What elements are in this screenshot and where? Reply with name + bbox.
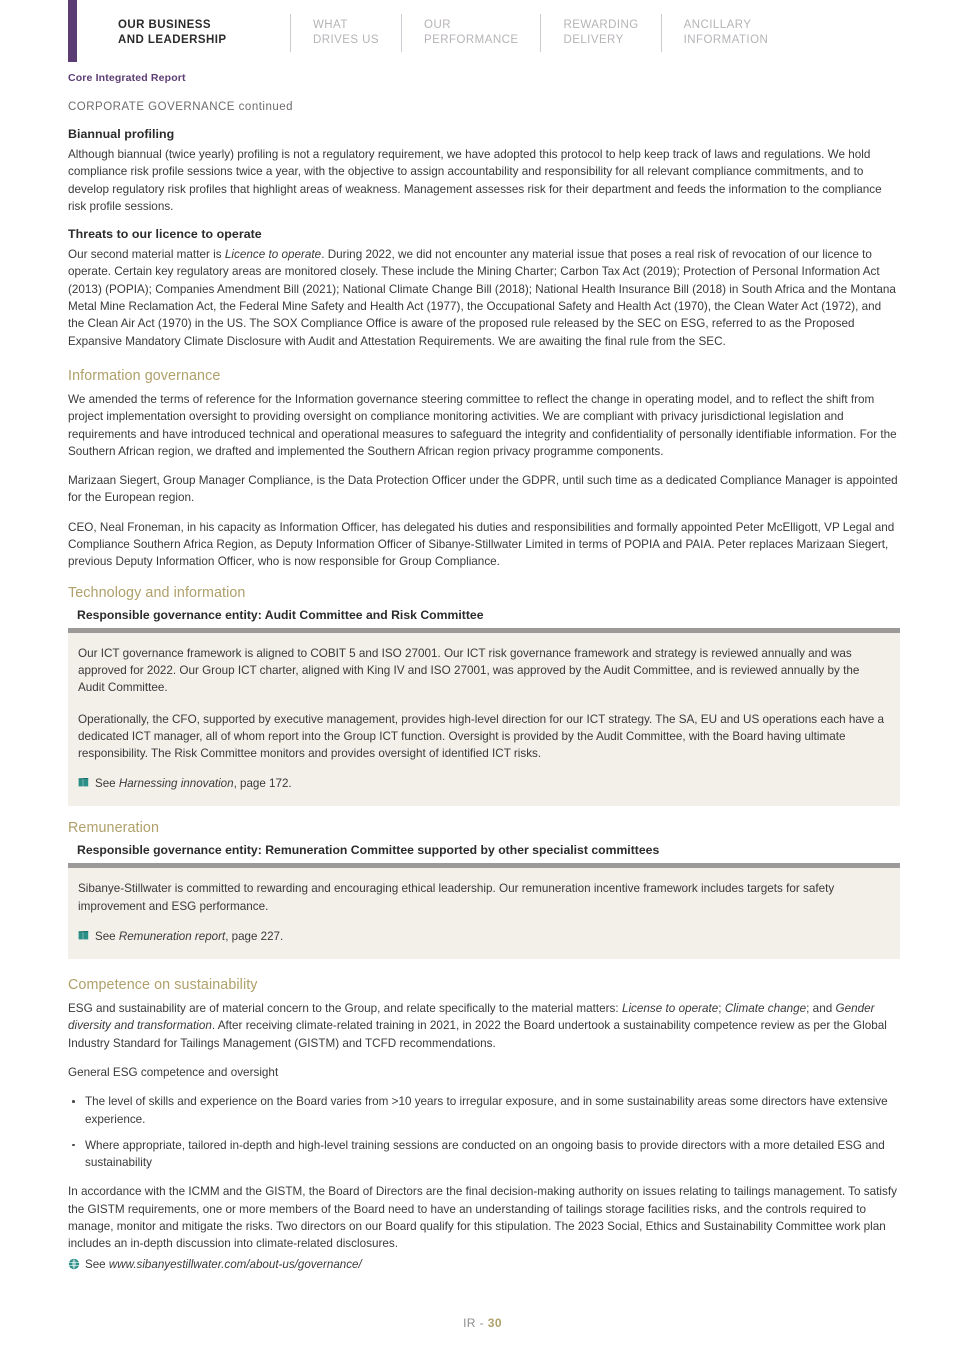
xref-suffix: , page 227. <box>225 930 284 944</box>
competence-italic-2: Climate change <box>724 1002 807 1016</box>
xref-suffix: , page 172. <box>233 777 292 791</box>
nav-item-line2: INFORMATION <box>683 34 769 46</box>
main-content <box>0 127 965 1273</box>
nav-item-line1: REWARDING <box>563 18 639 31</box>
paragraph-info-gov-3: CEO, Neal Froneman, in his capacity as Information Officer, has delegated his duties and responsibilities and formally appointed Peter McElligott, VP Legal and Compliance Southern Africa Region, as Deputy Information Officer of Sibanye-Stillwater Limited in terms of POPIA and PAIA. Peter replaces Marizaan Siegert, previous Deputy Information Officer, who is now responsible for Group Compliance. <box>68 520 895 569</box>
threats-rest: . During 2022, we did not encounter any material issue that poses a real risk of revocation of our licence to operate. Certain key regulatory areas are monitored closely. These include the Mining Charter; Carbon Tax Act (2019); Protection of Personal Information Act (2013) (POPIA); Companies Amendment Bill (2021); National Climate Change Bill (2018); National Health Insurance Bill (2018) in South Africa and the Montana Metal Mine Reclamation Act, the Federal Mine Safety and Health Act (1977), the Occupational Safety and Health Act (1970), the Clean Water Act (1972), and the Clean Air Act (1970) in the US. The SOX Compliance Office is aware of the proposed rule released by the SEC on ESG, referred to as the Proposed Expansive Mandatory Climate Disclosure with Audit and Attestation Requirements. We are awaiting the final rule from the SEC. <box>68 248 896 348</box>
competence-bullet-list <box>68 1093 900 1171</box>
nav-item-line2: PERFORMANCE <box>424 34 519 46</box>
threats-lead: Our second material matter is <box>68 248 225 262</box>
core-integrated-report-label: Core Integrated Report <box>68 72 186 84</box>
competence-sep-1: ; <box>718 1002 725 1016</box>
heading-technology-and-information: Technology and information <box>68 584 246 601</box>
running-section-title: CORPORATE GOVERNANCE continued <box>68 101 294 113</box>
heading-biannual-profiling: Biannual profiling <box>68 127 175 141</box>
heading-competence-on-sustainability: Competence on sustainability <box>68 977 258 994</box>
footer-prefix: IR - <box>463 1316 488 1330</box>
xref-italic: Remuneration report <box>118 930 226 944</box>
competence-rest: . After receiving climate-related training in 2021, in 2022 the Board undertook a sustainability competence review as per the Global Industry Standard for Tailings Management (GISTM) and TCFD recommendations. <box>68 1019 887 1050</box>
paragraph-remuneration-1: Sibanye-Stillwater is committed to rewarding and encouraging ethical leadership. Our remuneration incentive framework includes targets for safety improvement and ESG performance. <box>78 882 835 913</box>
competence-sep-2: ; and <box>806 1002 836 1016</box>
xref-italic: Harnessing innovation <box>118 777 234 791</box>
page-footer <box>0 1316 965 1330</box>
technology-governance-box <box>68 633 900 807</box>
nav-item-line1: OUR BUSINESS <box>118 18 211 31</box>
heading-threats-to-licence: Threats to our licence to operate <box>68 227 262 242</box>
purple-accent-bar <box>68 0 77 62</box>
competence-lead: ESG and sustainability are of material concern to the Group, and relate specifically to the material matters: <box>68 1002 622 1016</box>
heading-remuneration: Remuneration <box>68 820 160 837</box>
weblink-text <box>85 1257 362 1273</box>
external-link-governance[interactable] <box>68 1257 900 1273</box>
cross-reference-harnessing-innovation[interactable] <box>78 776 886 792</box>
competence-italic-1: License to operate <box>621 1002 719 1016</box>
nav-item-rewarding-delivery[interactable] <box>541 10 660 56</box>
book-icon <box>78 930 89 941</box>
paragraph-info-gov-2: Marizaan Siegert, Group Manager Compliance, is the Data Protection Officer under the GDPR, until such time as a dedicated Compliance Manager is appointed for the European region. <box>68 474 898 505</box>
list-item: The level of skills and experience on the Board varies from >10 years to irregular exposure, and in some sustainability areas some directors have extensive experience. <box>68 1093 900 1128</box>
nav-item-our-business-and-leadership[interactable] <box>118 10 290 56</box>
remuneration-governance-box <box>68 868 900 959</box>
xref-prefix: See <box>95 777 119 791</box>
subheading-general-esg-competence: General ESG competence and oversight <box>68 1065 279 1079</box>
nav-item-line2: DRIVES US <box>313 34 380 46</box>
paragraph-technology-1: Our ICT governance framework is aligned to COBIT 5 and ISO 27001. Our ICT risk governance framework and strategy is reviewed annually and was approved for 2022. Our Group ICT charter, aligned with King IV and ISO 27001, was approved by the Audit Committee, and is reviewed annually by the Audit Committee. <box>78 646 860 695</box>
nav-item-line2: DELIVERY <box>563 34 624 46</box>
paragraph-technology-2: Operationally, the CFO, supported by executive management, provides high-level direction for our ICT strategy. The SA, EU and US operations each have a dedicated ICT manager, all of whom report into the Group ICT function. Oversight is provided by the Audit Committee, with the Board having ultimate responsibility. The Risk Committee monitors and provides oversight of identified ICT risks. <box>78 712 884 761</box>
xref-text <box>95 776 292 792</box>
section-nav <box>118 10 790 56</box>
nav-item-line1: ANCILLARY <box>683 18 752 31</box>
paragraph-competence-closing: In accordance with the ICMM and the GISTM, the Board of Directors are the final decision-making authority on issues relating to tailings management. To satisfy the GISTM requirements, one or more members of the Board need to have an understanding of tailings storage facilities risks, and the controls required to manage, monitor and mitigate the risks. Two directors on our Board qualify for this stipulation. The 2023 Social, Ethics and Sustainability Committee work plan includes an in-depth discussion into climate-related disclosures. <box>68 1185 897 1251</box>
nav-item-line1: WHAT <box>313 18 348 31</box>
paragraph-info-gov-1: We amended the terms of reference for the Information governance steering committee to reflect the change in operating model, and to reflect the shift from project implementation oversight to providing oversight on compliance monitoring activities. We are compliant with privacy jurisdictional legislation and requirements and have introduced technical and operational measures to safeguard the integrity and confidentiality of personally identifiable information. For the Southern African region, we drafted and implemented the Southern African region privacy programme components. <box>68 392 897 458</box>
paragraph-competence-1 <box>68 1000 900 1052</box>
xref-text <box>95 929 283 945</box>
weblink-url: www.sibanyestillwater.com/about-us/governance/ <box>108 1257 362 1271</box>
remuneration-governance-block <box>68 843 900 959</box>
page-header <box>0 0 965 66</box>
book-icon <box>78 777 89 788</box>
paragraph-biannual-profiling: Although biannual (twice yearly) profiling is not a regulatory requirement, we have adopted this protocol to help keep track of laws and regulations. We hold compliance risk profile sessions twice a year, with the objective to assign accountability and responsibility for all relevant compliance commitments, and to develop regulatory risk profiles that highlight areas of weakness. Management assesses risk for their department and feeds the information to the compliance risk profile sessions. <box>68 148 882 213</box>
technology-governance-block <box>68 608 900 807</box>
paragraph-threats-to-licence <box>68 246 900 350</box>
nav-item-line1: OUR <box>424 18 451 31</box>
nav-item-our-performance[interactable] <box>402 10 540 56</box>
competence-italic-3: Gender diversity and transformation <box>68 1002 875 1033</box>
remuneration-governance-entity: Responsible governance entity: Remuneration Committee supported by other specialist committees <box>77 843 660 858</box>
list-item: Where appropriate, tailored in-depth and high-level training sessions are conducted on an ongoing basis to provide directors with a more detailed ESG and sustainability <box>68 1137 900 1172</box>
globe-icon <box>68 1258 80 1270</box>
nav-item-ancillary-information[interactable] <box>662 10 791 56</box>
nav-item-what-drives-us[interactable] <box>291 10 401 56</box>
cross-reference-remuneration-report[interactable] <box>78 929 886 945</box>
footer-page-number: 30 <box>487 1316 502 1330</box>
weblink-prefix: See <box>85 1257 109 1271</box>
xref-prefix: See <box>95 930 119 944</box>
threats-italic-term: Licence to operate <box>224 248 322 262</box>
heading-information-governance: Information governance <box>68 367 221 384</box>
technology-governance-entity: Responsible governance entity: Audit Committee and Risk Committee <box>77 607 484 622</box>
nav-item-line2: AND LEADERSHIP <box>118 34 227 46</box>
